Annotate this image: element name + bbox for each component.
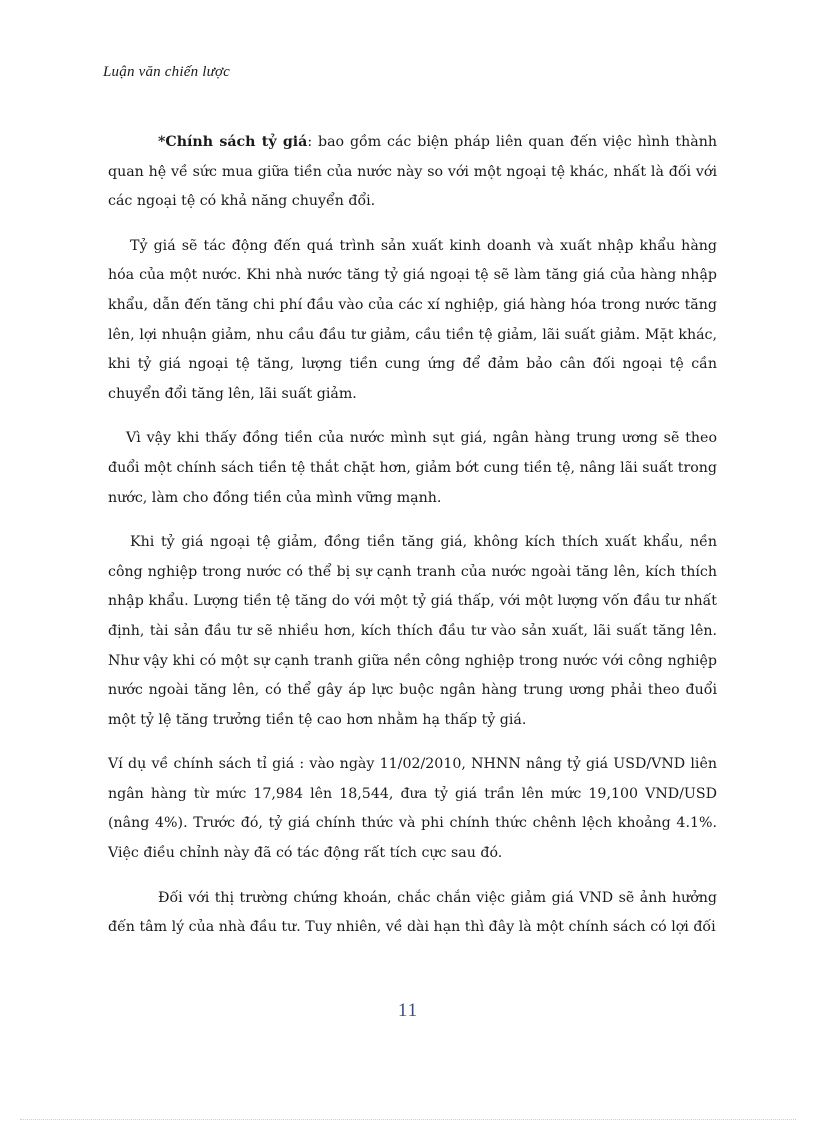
footer-divider xyxy=(20,1119,796,1120)
paragraph-falling-rate: Khi tỷ giá ngoại tệ giảm, đồng tiền tăng giá, không kích thích xuất khẩu, nền công nghiệp trong nước có thể bị sự cạnh tranh của nước ngoài tăng lên, kích thích nhập khẩu. Lượng tiền tệ tăng do với một tỷ giá thấp, với một lượng vốn đầu tư nhất định, tài sản đầu tư sẽ nhiều hơn, kích thích đầu tư vào sản xuất, lãi suất tăng lên. Như vậy khi có một sự cạnh tranh giữa nền công nghiệp trong nước với công nghiệp nước ngoài tăng lên, có thể gây áp lực buộc ngân hàng trung ương phải theo đuổi một tỷ lệ tăng trưởng tiền tệ cao hơn nhằm hạ thấp tỷ giá. xyxy=(108,534,717,728)
page-number: 11 xyxy=(397,1000,419,1021)
policy-term: *Chính sách tỷ giá xyxy=(158,134,308,150)
paragraph-exchange-rate-impact: Tỷ giá sẽ tác động đến quá trình sản xuất kinh doanh và xuất nhập khẩu hàng hóa của một nước. Khi nhà nước tăng tỷ giá ngoại tệ sẽ làm tăng giá của hàng nhập khẩu, dẫn đến tăng chi phí đầu vào của các xí nghiệp, giá hàng hóa trong nước tăng lên, lợi nhuận giảm, nhu cầu đầu tư giảm, cầu tiền tệ giảm, lãi suất giảm. Mặt khác, khi tỷ giá ngoại tệ tăng, lượng tiền cung ứng để đảm bảo cân đối ngoại tệ cần chuyển đổi tăng lên, lãi suất giảm. xyxy=(108,237,717,402)
paragraph-tightening-policy: Vì vậy khi thấy đồng tiền của nước mình sụt giá, ngân hàng trung ương sẽ theo đuổi một chính sách tiền tệ thắt chặt hơn, giảm bớt cung tiền tệ, nâng lãi suất trong nước, làm cho đồng tiền của mình vững mạnh. xyxy=(108,430,717,506)
policy-definition: : bao gồm các biện pháp liên quan đến việc hình thành quan hệ về sức mua giữa tiền của nước này so với một ngoại tệ khác, nhất là đối với các ngoại tệ có khả năng chuyển đổi. xyxy=(108,134,717,210)
document-header-title: Luận văn chiến lược xyxy=(103,64,231,80)
document-body xyxy=(108,128,717,958)
paragraph-exchange-rate-policy xyxy=(108,128,717,217)
paragraph-stock-market: Đối với thị trường chứng khoán, chắc chắn việc giảm giá VND sẽ ảnh hưởng đến tâm lý của nhà đầu tư. Tuy nhiên, về dài hạn thì đây là một chính sách có lợi đối xyxy=(108,889,717,936)
paragraph-example: Ví dụ về chính sách tỉ giá : vào ngày 11/02/2010, NHNN nâng tỷ giá USD/VND liên ngân hàng từ mức 17,984 lên 18,544, đưa tỷ giá trần lên mức 19,100 VND/USD (nâng 4%). Trước đó, tỷ giá chính thức và phi chính thức chênh lệch khoảng 4.1%. Việc điều chỉnh này đã có tác động rất tích cực sau đó. xyxy=(108,756,717,862)
